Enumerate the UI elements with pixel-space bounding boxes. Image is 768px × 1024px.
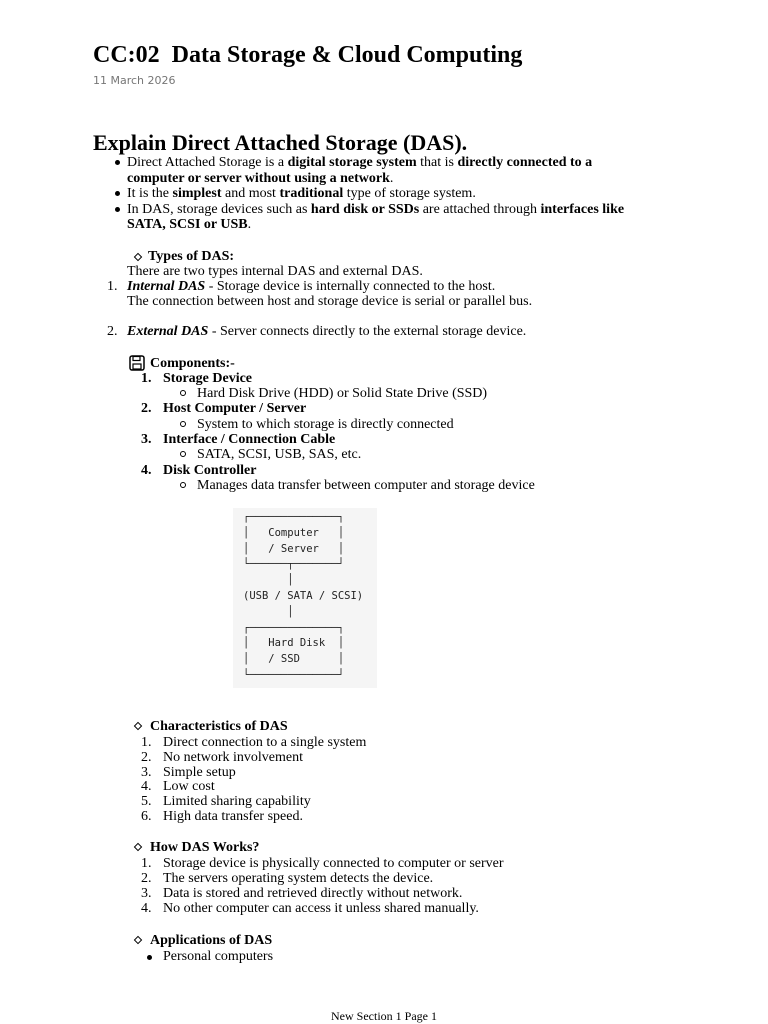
- intro-line-1-cont: computer or server without using a network.: [127, 171, 394, 186]
- how-works-1: Storage device is physically connected to computer or server: [163, 856, 504, 871]
- applications-heading: Applications of DAS: [150, 933, 273, 948]
- types-item-1-num: 1.: [107, 279, 118, 294]
- component-3-name: Interface / Connection Cable: [163, 432, 336, 447]
- how-works-heading: How DAS Works?: [150, 840, 260, 855]
- characteristic-4-num: 4.: [141, 779, 152, 794]
- page-footer: New Section 1 Page 1: [331, 1009, 437, 1023]
- characteristic-1: Direct connection to a single system: [163, 735, 367, 750]
- component-2-name: Host Computer / Server: [163, 401, 307, 416]
- circle-bullet-icon: [180, 451, 186, 457]
- das-diagram-text: ┌──────────────┐ │ Computer │ │ / Server │ └──────┬───────┘ │ (USB / SATA / SCSI) │ ┌──────────────┐ │ Hard Disk │ │ / SSD │ └──────────────┘: [243, 511, 364, 681]
- page-title: CC:02 Data Storage & Cloud Computing: [93, 42, 523, 68]
- types-item-2: External DAS - Server connects directly to the external storage device.: [127, 324, 527, 339]
- component-4-name: Disk Controller: [163, 463, 257, 478]
- types-item-1-extra: The connection between host and storage device is serial or parallel bus.: [127, 294, 533, 309]
- floppy-disk-icon: [129, 355, 145, 371]
- how-works-3: Data is stored and retrieved directly without network.: [163, 886, 463, 901]
- characteristic-6: High data transfer speed.: [163, 809, 303, 824]
- component-1-name: Storage Device: [163, 371, 253, 386]
- component-3-num: 3.: [141, 432, 152, 447]
- characteristic-5: Limited sharing capability: [163, 794, 311, 809]
- component-2-num: 2.: [141, 401, 152, 416]
- component-1-num: 1.: [141, 371, 152, 386]
- component-4-detail: Manages data transfer between computer and storage device: [197, 478, 535, 493]
- circle-bullet-icon: [180, 482, 186, 488]
- characteristic-2-num: 2.: [141, 750, 152, 765]
- types-heading: Types of DAS:: [148, 249, 235, 264]
- bullet-dot-icon: [147, 955, 152, 960]
- application-item: Personal computers: [163, 949, 274, 964]
- how-works-3-num: 3.: [141, 886, 152, 901]
- bullet-dot-icon: [115, 191, 120, 196]
- circle-bullet-icon: [180, 421, 186, 427]
- intro-line-3-cont: SATA, SCSI or USB.: [127, 217, 252, 232]
- characteristic-6-num: 6.: [141, 809, 152, 824]
- component-2-detail: System to which storage is directly connected: [197, 417, 454, 432]
- characteristic-1-num: 1.: [141, 735, 152, 750]
- how-works-2: The servers operating system detects the device.: [163, 871, 434, 886]
- diamond-bullet-icon: [134, 843, 142, 851]
- diamond-bullet-icon: [134, 936, 142, 944]
- characteristic-5-num: 5.: [141, 794, 152, 809]
- bullet-dot-icon: [115, 160, 120, 165]
- section-heading: Explain Direct Attached Storage (DAS).: [93, 130, 468, 155]
- component-4-num: 4.: [141, 463, 152, 478]
- types-item-2-num: 2.: [107, 324, 118, 339]
- intro-line-1: Direct Attached Storage is a digital storage system that is directly connected to a: [127, 155, 593, 170]
- types-intro: There are two types internal DAS and external DAS.: [127, 264, 423, 279]
- how-works-4-num: 4.: [141, 901, 152, 916]
- component-1-detail: Hard Disk Drive (HDD) or Solid State Drive (SSD): [197, 386, 488, 401]
- das-diagram: [233, 508, 377, 688]
- intro-line-2: It is the simplest and most traditional type of storage system.: [127, 186, 476, 201]
- characteristic-2: No network involvement: [163, 750, 303, 765]
- characteristic-3: Simple setup: [163, 765, 236, 780]
- diamond-bullet-icon: [134, 722, 142, 730]
- how-works-4: No other computer can access it unless shared manually.: [163, 901, 479, 916]
- characteristics-heading: Characteristics of DAS: [150, 719, 288, 734]
- components-heading: Components:-: [150, 356, 235, 371]
- characteristic-3-num: 3.: [141, 765, 152, 780]
- bullet-dot-icon: [115, 207, 120, 212]
- circle-bullet-icon: [180, 390, 186, 396]
- how-works-2-num: 2.: [141, 871, 152, 886]
- page-date: 11 March 2026: [93, 74, 176, 87]
- intro-line-3: In DAS, storage devices such as hard disk or SSDs are attached through interfaces like: [127, 202, 625, 217]
- characteristic-4: Low cost: [163, 779, 215, 794]
- component-3-detail: SATA, SCSI, USB, SAS, etc.: [197, 447, 362, 462]
- diamond-bullet-icon: [134, 253, 142, 261]
- types-item-1: Internal DAS - Storage device is internally connected to the host.: [127, 279, 496, 294]
- how-works-1-num: 1.: [141, 856, 152, 871]
